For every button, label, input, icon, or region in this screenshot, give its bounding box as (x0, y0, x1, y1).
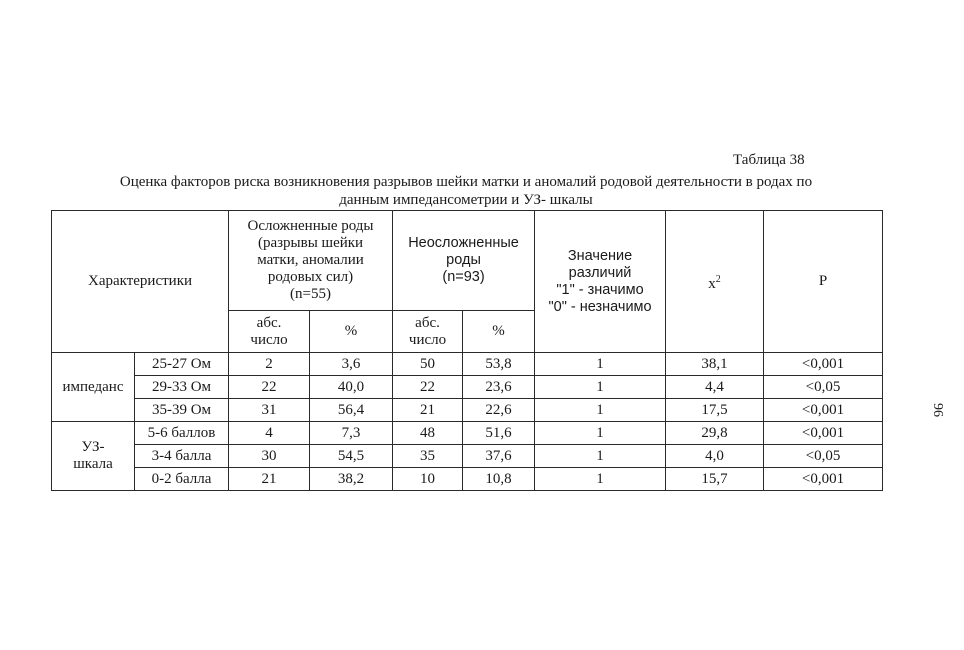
cell-uncomplicated-pct: 22,6 (463, 399, 535, 422)
cell-significance: 1 (535, 353, 666, 376)
risk-factors-table (51, 210, 883, 491)
cell-uncomplicated-abs: 10 (393, 468, 463, 491)
row-range: 25-27 Ом (135, 353, 229, 376)
page-number: 96 (930, 403, 945, 417)
cell-uncomplicated-pct: 37,6 (463, 445, 535, 468)
cell-complicated-abs: 2 (229, 353, 310, 376)
table-row (52, 353, 883, 376)
cell-chi-square: 29,8 (666, 422, 764, 445)
header-significance: Значение различий "1" - значимо "0" - незначимо (535, 211, 666, 353)
cell-chi-square: 17,5 (666, 399, 764, 422)
cell-chi-square: 15,7 (666, 468, 764, 491)
table-row (52, 445, 883, 468)
header-uncomplicated-abs: абс. число (393, 311, 463, 353)
cell-p-value: <0,001 (764, 422, 883, 445)
cell-significance: 1 (535, 422, 666, 445)
cell-uncomplicated-pct: 51,6 (463, 422, 535, 445)
header-uncomplicated-percent: % (463, 311, 535, 353)
cell-significance: 1 (535, 468, 666, 491)
cell-uncomplicated-abs: 21 (393, 399, 463, 422)
cell-p-value: <0,001 (764, 353, 883, 376)
cell-complicated-abs: 30 (229, 445, 310, 468)
table-caption (60, 173, 872, 209)
row-range: 29-33 Ом (135, 376, 229, 399)
cell-complicated-abs: 22 (229, 376, 310, 399)
caption-line-2: данным импедансометрии и УЗ- шкалы (339, 192, 593, 208)
cell-uncomplicated-pct: 53,8 (463, 353, 535, 376)
cell-uncomplicated-abs: 48 (393, 422, 463, 445)
header-complicated-percent: % (310, 311, 393, 353)
table-row (52, 468, 883, 491)
cell-complicated-pct: 3,6 (310, 353, 393, 376)
group-ultrasound-scale: УЗ- шкала (52, 422, 135, 491)
cell-p-value: <0,001 (764, 399, 883, 422)
cell-significance: 1 (535, 445, 666, 468)
cell-complicated-abs: 31 (229, 399, 310, 422)
table-row (52, 399, 883, 422)
cell-complicated-pct: 56,4 (310, 399, 393, 422)
table-number: Таблица 38 (733, 152, 805, 168)
table-row (52, 376, 883, 399)
cell-significance: 1 (535, 399, 666, 422)
cell-uncomplicated-abs: 50 (393, 353, 463, 376)
header-chi-square: $x^2$ (666, 211, 764, 353)
cell-uncomplicated-abs: 22 (393, 376, 463, 399)
header-complicated-abs: абс. число (229, 311, 310, 353)
cell-p-value: <0,05 (764, 376, 883, 399)
header-uncomplicated: Неосложненные роды (n=93) (393, 211, 535, 311)
cell-uncomplicated-pct: 23,6 (463, 376, 535, 399)
cell-chi-square: 4,4 (666, 376, 764, 399)
cell-chi-square: 38,1 (666, 353, 764, 376)
cell-significance: 1 (535, 376, 666, 399)
row-range: 0-2 балла (135, 468, 229, 491)
cell-complicated-abs: 21 (229, 468, 310, 491)
cell-uncomplicated-abs: 35 (393, 445, 463, 468)
cell-complicated-abs: 4 (229, 422, 310, 445)
cell-complicated-pct: 40,0 (310, 376, 393, 399)
cell-p-value: <0,05 (764, 445, 883, 468)
cell-complicated-pct: 7,3 (310, 422, 393, 445)
header-characteristics: Характеристики (52, 211, 229, 353)
header-complicated: Осложненные роды (разрывы шейки матки, аномалии родовых сил) (n=55) (229, 211, 393, 311)
row-range: 3-4 балла (135, 445, 229, 468)
group-impedance: импеданс (52, 353, 135, 422)
row-range: 35-39 Ом (135, 399, 229, 422)
header-p-value: P (764, 211, 883, 353)
cell-chi-square: 4,0 (666, 445, 764, 468)
caption-line-1: Оценка факторов риска возникновения разрывов шейки матки и аномалий родовой деятельности в родах по (119, 174, 813, 190)
cell-uncomplicated-pct: 10,8 (463, 468, 535, 491)
cell-p-value: <0,001 (764, 468, 883, 491)
table-row (52, 422, 883, 445)
cell-complicated-pct: 54,5 (310, 445, 393, 468)
row-range: 5-6 баллов (135, 422, 229, 445)
cell-complicated-pct: 38,2 (310, 468, 393, 491)
